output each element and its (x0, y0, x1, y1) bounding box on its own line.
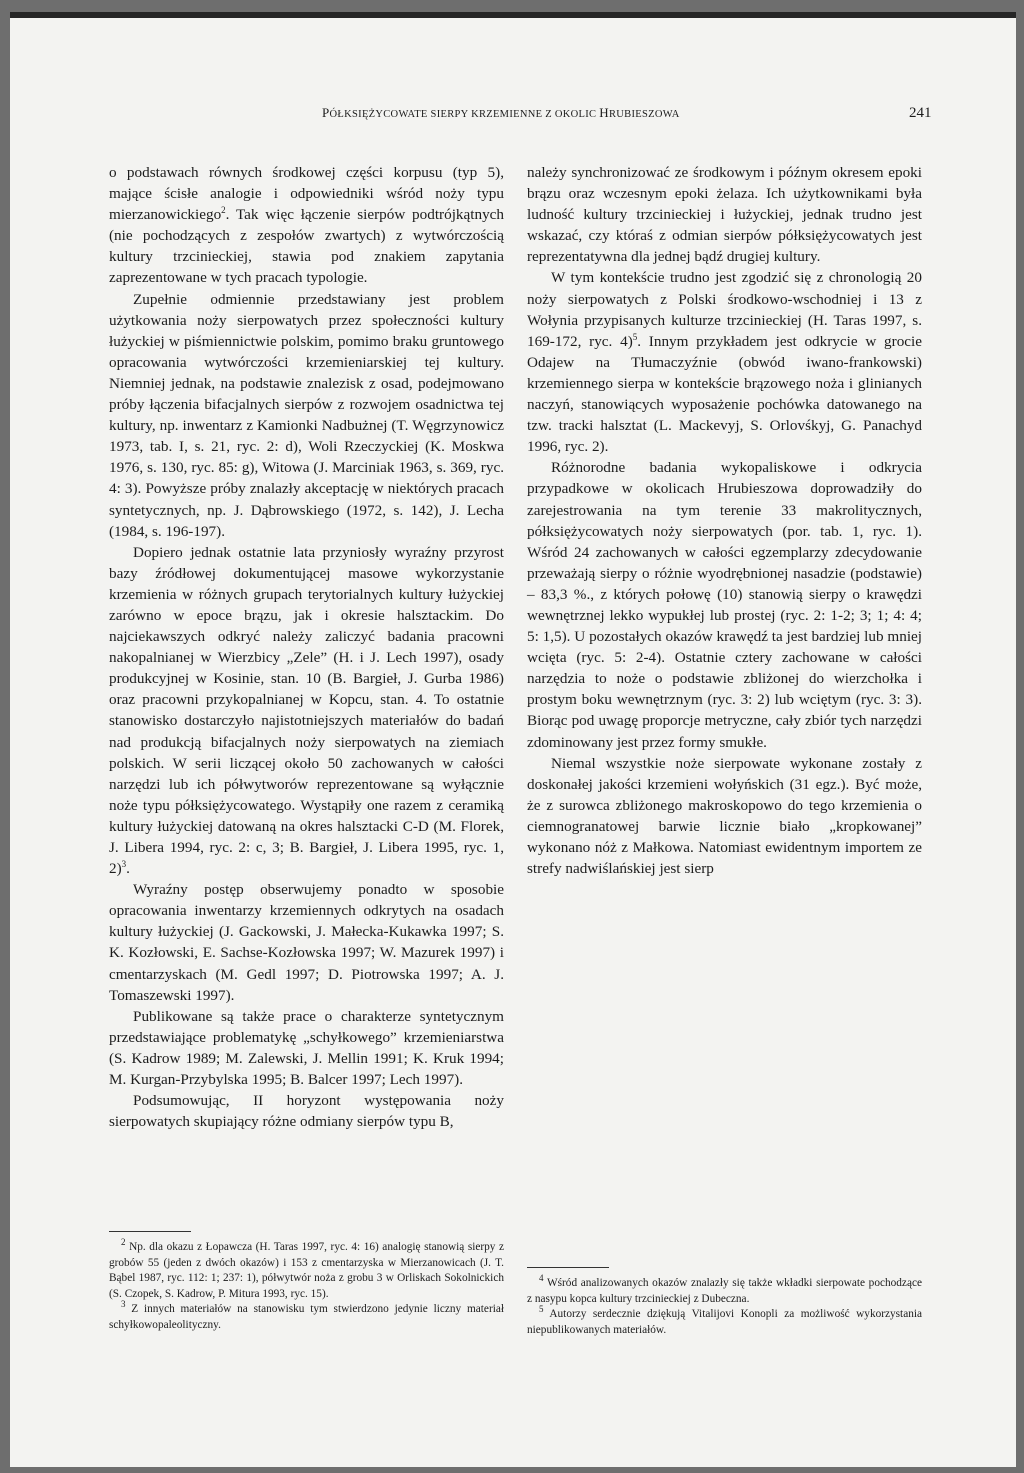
paragraph: Publikowane są także prace o charakterze syntetycznym przedstawiające problematykę „schyłkowego” krzemieniarstwa (S. Kadrow 1989; M. Zalewski, J. Mellin 1991; K. Kruk 1994; M. Kurgan-Przybylska 1995; B. Balcer 1997; Lech 1997). (109, 1007, 504, 1089)
footnote-ref: 5 (632, 331, 638, 342)
scanned-page (10, 12, 1016, 1467)
paragraph: Różnorodne badania wykopaliskowe i odkrycia przypadkowe w okolicach Hrubieszowa doprowadziły do zarejestrowania na tym terenie 33 makrolitycznych, półksiężycowatych noży sierpowatych (por. tab. 1, ryc. 1). Wśród 24 zachowanych w całości egzemplarzy zdecydowanie przeważają sierpy o różnie wyodrębnionej nasadzie (podstawie) – 83,3 %., z których połowę (10) stanowią sierpy o krawędzi wewnętrznej lekko wypukłej lub prostej (ryc. 2: 1-2; 3; 1; 4: 4; 5: 1,5). U pozostałych okazów krawędź ta jest bardziej lub mniej wcięta (ryc. 5: 2-4). Ostatnie cztery zachowane w całości narzędzia to noże o podstawie zbliżonej do wierzchołka i prostym boku wewnętrznym (ryc. 3: 2) lub wciętym (ryc. 3: 3). Biorąc pod uwagę proporcje metryczne, cały zbiór tych narzędzi zdominowany jest przez formy smukłe. (527, 459, 922, 751)
paragraph: W tym kontekście trudno jest zgodzić się z chronologią 20 noży sierpowatych z Polski środkowo-wschodniej i 13 z Wołynia przypisanych kulturze trzcinieckiej (H. Taras 1997, s. 169-172, ryc. 4)$^5$. Innym przykładem jest odkrycie w grocie Odajew na Tłumaczyźnie (obwód iwano-frankowski) krzemiennego sierpa w kontekście brązowego noża i glinianych naczyń, stanowiących wyposażenie pochówka datowanego na tzw. tracki halsztat (L. Mackevyj, S. Orlovśkyj, G. Panachyd 1996, ryc. 2). (527, 269, 922, 456)
scan-border (10, 12, 1016, 18)
left-column (109, 162, 504, 1132)
page-number: 241 (909, 105, 932, 121)
footnotes-right (527, 1273, 923, 1338)
footnote: $^3$ Z innych materiałów na stanowisku tym stwierdzono jedynie liczny materiał schyłkowopaleolityczny. (109, 1299, 505, 1331)
footnotes-left (109, 1237, 505, 1334)
footnote-ref: 2 (221, 205, 226, 216)
footnote: $^5$ Autorzy serdecznie dziękują Vitalijovi Konopli za możliwość wykorzystania niepublikowanych materiałów. (527, 1304, 923, 1336)
right-column (527, 162, 922, 879)
paragraph: Podsumowując, II horyzont występowania noży sierpowatych skupiający różne odmiany sierpów typu B, (109, 1092, 504, 1131)
paragraph: Zupełnie odmiennie przedstawiany jest problem użytkowania noży sierpowatych przez społeczności kultury łużyckiej w piśmiennictwie polskim, pomimo braku gruntowego opracowania wytwórczości krzemieniarskiej tej kultury. Niemniej jednak, na podstawie znalezisk z osad, podejmowano próby łączenia bifacjalnych sierpów z rozwojem osadnictwa tej kultury, np. inwentarz z Kamionki Nadbużnej (T. Węgrzynowicz 1973, tab. I, s. 21, ryc. 2: d), Woli Rzeczyckiej (K. Moskwa 1976, s. 130, ryc. 85: g), Witowa (J. Marciniak 1963, s. 369, ryc. 4: 3). Powyższe próby znalazły akceptację w niektórych pracach syntetycznych, np. J. Dąbrowskiego (1972, s. 142), J. Lecha (1984, s. 196-197). (109, 290, 504, 540)
paragraph: Dopiero jednak ostatnie lata przyniosły wyraźny przyrost bazy źródłowej dokumentującej masowe wykorzystanie krzemienia w różnych grupach terytorialnych kultury łużyckiej zarówno w epoce brązu, jak i okresie halsztackim. Do najciekawszych odkryć należy zaliczyć badania pracowni nakopalnianej w Wierzbicy „Zele” (H. i J. Lech 1997), osady produkcyjnej w Kosinie, stan. 10 (B. Bargieł, J. Gurba 1986) oraz pracowni przykopalnianej w Kopcu, stan. 4. To ostatnie stanowisko dostarczyło najistotniejszych materiałów do badań nad produkcją bifacjalnych noży sierpowatych na ziemiach polskich. W serii liczącej około 50 zachowanych w całości narzędzi lub ich półwytworów reprezentowane są wyłącznie noże typu półksiężycowatego. Wystąpiły one razem z ceramiką kultury łużyckiej datowaną na okres halsztacki C-D (M. Florek, J. Libera 1994, ryc. 2: c, 3; B. Bargieł, J. Libera 1995, ryc. 1, 2)$^3$. (109, 543, 504, 878)
paragraph: o podstawach równych środkowej części korpusu (typ 5), mające ścisłe analogie i odpowiedniki wśród noży typu mierzanowickiego$^2$. Tak więc łączenie sierpów podtrójkątnych (nie pochodzących z zespołów zwartych) z wytwórczością kultury trzcinieckiej, stawia pod znakiem zapytania zaprezentowane w tych pracach typologie. (109, 164, 504, 287)
paragraph: Niemal wszystkie noże sierpowate wykonane zostały z doskonałej jakości krzemieni wołyńskich (31 egz.). Być może, że z surowca zbliżonego makroskopowo do tego krzemienia o ciemnogranatowej barwie licznie biało „kropkowanej” wykonano nóż z Małkowa. Natomiast ewidentnym importem ze strefy nadwiślańskiej jest sierp (527, 754, 922, 878)
footnote-rule-right (527, 1267, 609, 1268)
footnote: $^2$ Np. dla okazu z Łopawcza (H. Taras 1997, ryc. 4: 16) analogię stanowią sierpy z grobów 55 (jeden z dwóch okazów) i 153 z cmentarzyska w Mierzanowicach (J. T. Bąbel 1987, ryc. 112: 1; 237: 1), półwytwór noża z grobu 3 w Orliskach Sokolnickich (S. Czopek, S. Kadrow, P. Mitura 1993, ryc. 15). (109, 1237, 505, 1300)
paragraph: Wyraźny postęp obserwujemy ponadto w sposobie opracowania inwentarzy krzemiennych odkrytych na osadach kultury łużyckiej (J. Gackowski, J. Małecka-Kukawka 1997; S. K. Kozłowski, E. Sachse-Kozłowska 1997; W. Mazurek 1997) i cmentarzyskach (M. Gedl 1997; D. Piotrowska 1997; A. J. Tomaszewski 1997). (109, 881, 504, 1004)
paragraph: należy synchronizować ze środkowym i późnym okresem epoki brązu oraz wczesnym epoki żelaza. Ich użytkownikami była ludność kultury trzcinieckiej i łużyckiej, jednak trudno jest wskazać, czy któraś z odmian sierpów półksiężycowatych jest reprezentatywna dla jednej bądź drugiej kultury. (527, 164, 922, 266)
footnote-rule-left (109, 1231, 191, 1232)
footnote-ref: 3 (121, 859, 127, 870)
footnote-number: 2 (121, 1237, 126, 1248)
footnote: $^4$ Wśród analizowanych okazów znalazły się także wkładki sierpowate pochodzące z nasypu kopca kultury trzcinieckiej z Dubeczna. (527, 1273, 922, 1305)
footnote-number: 3 (121, 1299, 126, 1310)
footnote-number: 5 (539, 1304, 544, 1315)
running-header: PÓŁKSIĘŻYCOWATE SIERPY KRZEMIENNE Z OKOLIC HRUBIESZOWA (322, 105, 680, 120)
footnote-number: 4 (539, 1273, 544, 1284)
